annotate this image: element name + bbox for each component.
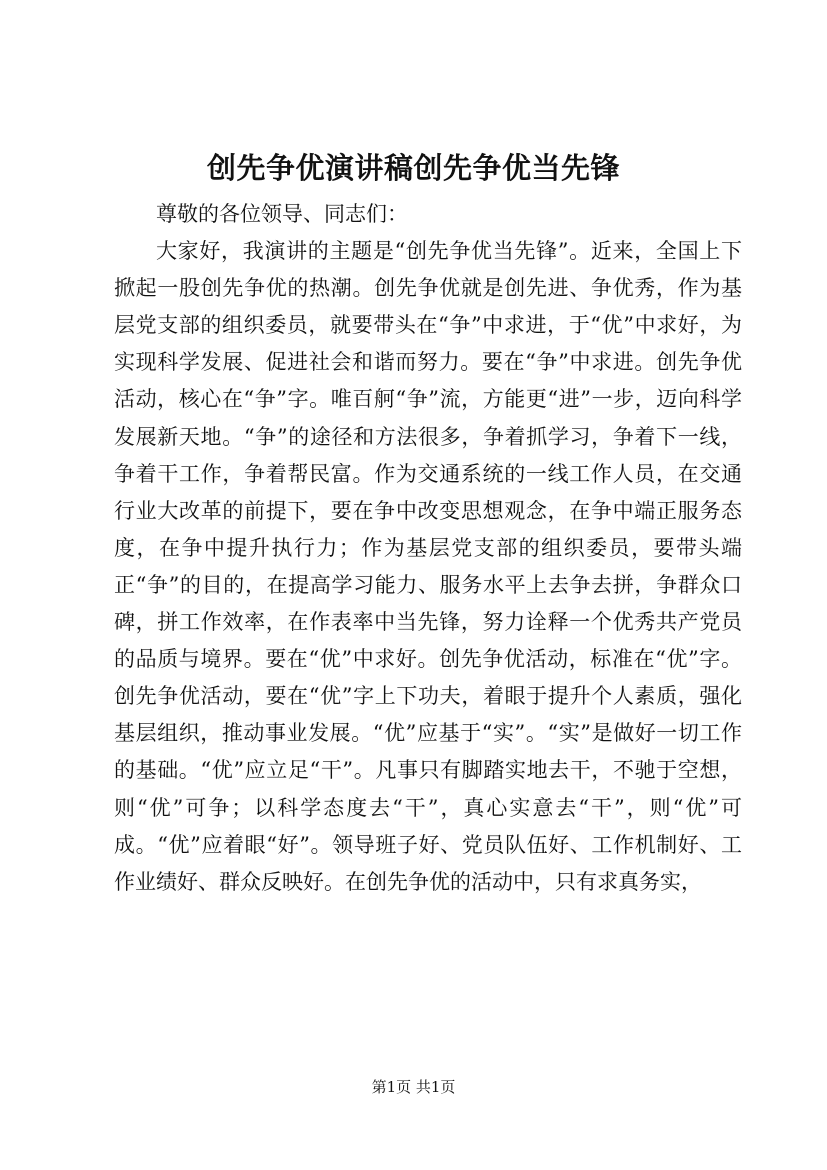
document-title: 创先争优演讲稿创先争优当先锋 <box>206 151 620 185</box>
body-paragraph: 大家好，我演讲的主题是“创先争优当先锋”。近来，全国上下掀起一股创先争优的热潮。创先争优就是创先进、争优秀，作为基层党支部的组织委员，就要带头在“争”中求进，于“优”中求好，为实现科学发展、促进社会和谐而努力。要在“争”中求进。创先争优活动，核心在“争”字。唯百舸“争”流，方能更“进”一步，迈向科学发展新天地。“争”的途径和方法很多，争着抓学习，争着下一线，争着干工作，争着帮民富。作为交通系统的一线工作人员，在交通行业大改革的前提下，要在争中改变思想观念，在争中端正服务态度，在争中提升执行力；作为基层党支部的组织委员，要带头端正“争”的目的，在提高学习能力、服务水平上去争去拼，争群众口碑，拼工作效率，在作表率中当先锋，努力诠释一个优秀共产党员的品质与境界。要在“优”中求好。创先争优活动，标准在“优”字。创先争优活动，要在“优”字上下功夫，着眼于提升个人素质，强化基层组织，推动事业发展。“优”应基于“实”。“实”是做好一切工作的基础。“优”应立足“干”。凡事只有脚踏实地去干，不驰于空想，则“优”可争；以科学态度去“干”，真心实意去“干”，则“优”可成。“优”应着眼“好”。领导班子好、党员队伍好、工作机制好、工作业绩好、群众反映好。在创先争优的活动中，只有求真务实， <box>114 239 742 894</box>
salutation: 尊敬的各位领导、同志们： <box>156 202 408 226</box>
document-body <box>114 196 742 901</box>
page-footer: 第1页 共1页 <box>371 1078 456 1096</box>
